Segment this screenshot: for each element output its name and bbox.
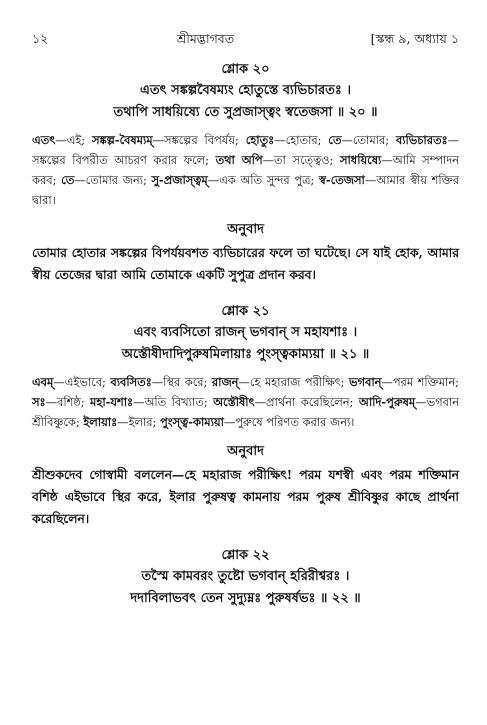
synonym-meaning: —অতি বিখ্যাত;: [133, 395, 214, 409]
synonym-meaning: —তা সত্ত্বেও;: [262, 153, 340, 167]
synonym-term: সাধয়িষ্যে: [339, 153, 382, 167]
synonym-meaning: —তোমার;: [341, 133, 396, 147]
book-title: শ্রীমদ্ভাগবত: [176, 31, 235, 46]
synonym-term: সু-প্রজাস্ত্বম্: [151, 173, 208, 187]
verse-21-heading: শ্লোক ২১: [221, 304, 270, 319]
synonym-term: পুংস্ত্ব-কাম্যয়া: [160, 415, 224, 429]
verse-21-translation: শ্রীশুকদেব গোস্বামী বললেন—হে মহারাজ পরীক্ষিৎ! পরম যশস্বী এবং পরম শক্তিমান বশিষ্ঠ এইভাবে স্থির করে, ইলার পুরুষত্ব কামনায় পরম পুরুষ শ্রীবিষ্ণুর কাছে প্রার্থনা করেছিলেন।: [32, 467, 459, 526]
synonym-meaning: —আমি সম্পাদন করব;: [32, 153, 459, 187]
synonym-meaning: —এই;: [55, 133, 92, 147]
synonym-meaning: —আমার স্বীয় শক্তির দ্বারা।: [32, 173, 459, 207]
synonym-term: মহা-যশাঃ: [90, 395, 134, 409]
verse-22-heading: শ্লোক ২২: [221, 548, 270, 563]
synonym-term: তথা অপি: [215, 153, 263, 167]
synonym-meaning: —এইভাবে;: [53, 375, 111, 389]
section-reference: [স্কন্ধ ৯, অধ্যায় ১: [370, 31, 459, 46]
synonym-meaning: —ইলার;: [117, 415, 161, 429]
synonym-meaning: —সঙ্কল্পের বিপরীত আচরণ করার ফলে;: [32, 133, 459, 167]
synonym-term: আদি-পুরুষম্: [358, 395, 416, 409]
synonym-meaning: —তোমার জন্য;: [74, 173, 152, 187]
verse-22-line-1: তস্মৈ কামবরং তুষ্টো ভগবান্ হরিরীশ্বরঃ ।: [141, 569, 350, 584]
verse-20-translation: তোমার হোতার সঙ্কল্পের বিপর্যয়বশত ব্যভিচারের ফলে তা ঘটেছে। সে যাই হোক, আমার স্বীয় তেজের দ্বারা আমি তোমাকে একটি সুপুত্র প্রদান করব।: [32, 245, 459, 282]
verse-21-synonyms: [32, 372, 459, 432]
synonym-term: তে: [328, 133, 342, 147]
synonym-meaning: —সঙ্কল্পের বিপর্যয়;: [152, 133, 246, 147]
synonym-term: ভগবান্: [349, 375, 382, 389]
synonym-term: ব্যভিচারতঃ: [395, 133, 448, 147]
synonym-meaning: —পুরুষে পরিণত করার জন্য।: [223, 415, 355, 429]
synonym-term: সঃ: [32, 395, 46, 409]
verse-20-line-2: তথাপি সাধয়িষ্যে তে সুপ্রজাস্ত্বং স্বতেজসা ॥ ২০ ॥: [113, 105, 378, 120]
synonym-term: এবম্: [32, 375, 54, 389]
verse-22-line-2: দদাবিলাভবৎ তেন সুদ্যুম্নঃ পুরুষর্ষভঃ ॥ ২২ ॥: [130, 591, 361, 606]
verse-20-heading: শ্লোক ২০: [221, 62, 270, 77]
page-header: [32, 28, 459, 50]
synonym-term: অস্তৌষীৎ: [213, 395, 255, 409]
verse-21-line-2: অস্তৌষীদাদিপুরুষমিলায়াঃ পুংস্ত্বকাম্যয়া ॥ ২১ ॥: [121, 347, 370, 362]
synonym-term: তে: [61, 173, 75, 187]
verse-20-translation-heading: অনুবাদ: [227, 222, 264, 237]
synonym-term: সঙ্কল্প-বৈষম্যম্: [91, 133, 153, 147]
synonym-meaning: —ভগবান শ্রীবিষ্ণুকে;: [32, 395, 459, 429]
page-number: ১২: [32, 31, 49, 46]
synonym-meaning: —পরম শক্তিমান;: [381, 375, 459, 389]
verse-20-synonyms: [32, 130, 459, 210]
synonym-meaning: —স্থির করে;: [151, 375, 212, 389]
synonym-meaning: —এক অতি সুন্দর পুত্র;: [207, 173, 319, 187]
synonym-meaning: —বশিষ্ঠ;: [45, 395, 91, 409]
verse-20-line-1: এতৎ সঙ্কল্পবৈষম্যং হোতুস্তে ব্যভিচারতঃ ।: [139, 83, 352, 98]
verse-21-translation-heading: অনুবাদ: [227, 444, 264, 459]
synonym-meaning: —হোতার;: [274, 133, 329, 147]
verse-21-line-1: এবং ব্যবসিতো রাজন্ ভগবান্ স মহাযশাঃ ।: [133, 325, 358, 340]
synonym-term: ইলায়াঃ: [83, 415, 118, 429]
synonym-term: রাজন্: [211, 375, 239, 389]
synonym-term: ব্যবসিতঃ: [110, 375, 152, 389]
synonym-term: এতৎ: [32, 133, 56, 147]
synonym-term: হোতুঃ: [245, 133, 275, 147]
synonym-term: স্ব-তেজসা: [318, 173, 365, 187]
synonym-meaning: —প্রার্থনা করেছিলেন;: [254, 395, 359, 409]
synonym-meaning: —হে মহারাজ পরীক্ষিৎ;: [238, 375, 350, 389]
